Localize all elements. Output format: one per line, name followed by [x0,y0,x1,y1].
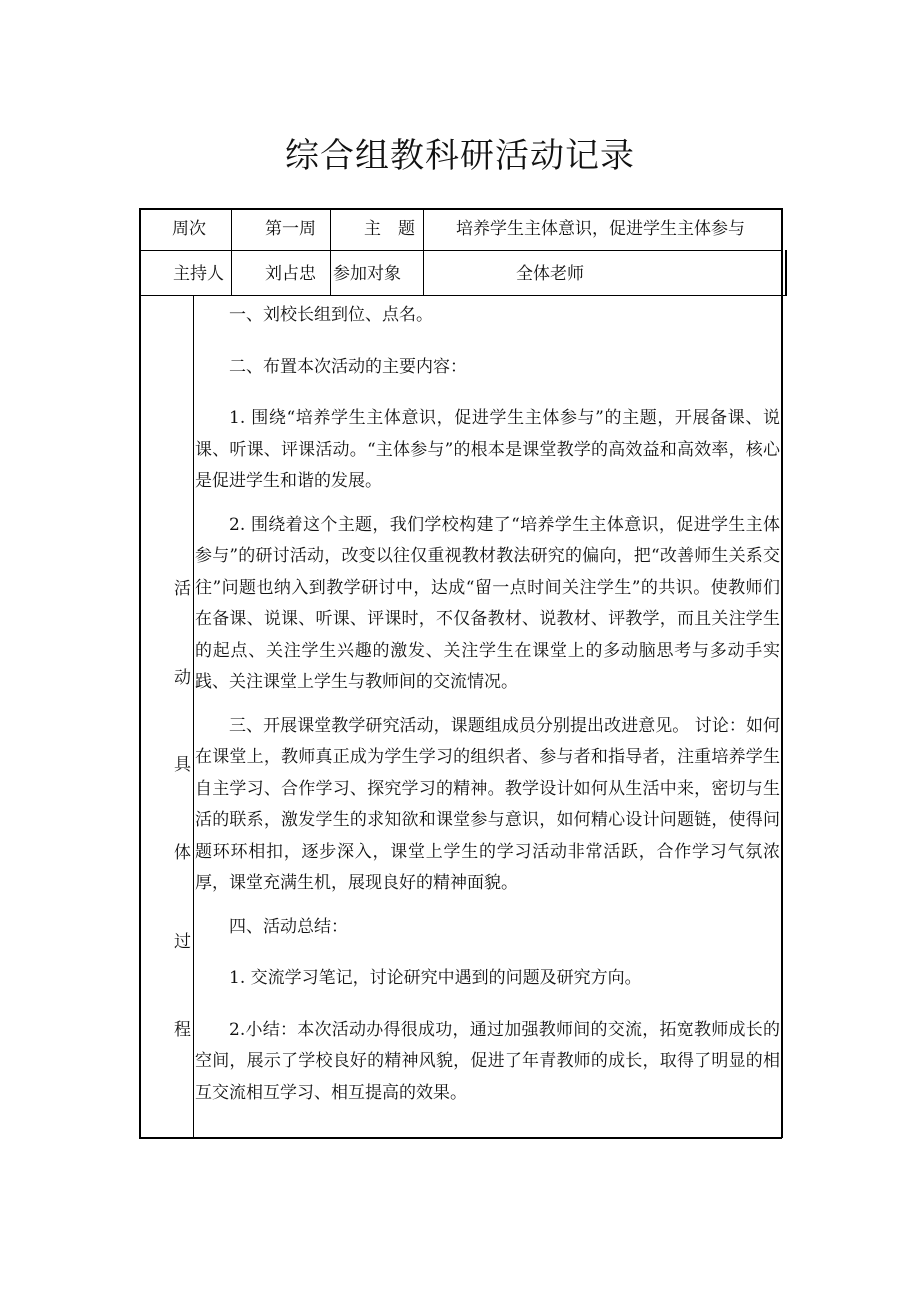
row2-right-extension [785,250,787,296]
table-border-bottom [139,1137,782,1139]
host-label: 主持人 [173,264,224,284]
activity-content [195,300,780,1121]
process-label-char: 动 [174,668,191,688]
paragraph-summary-2: 2.小结：本次活动办得很成功，通过加强教师间的交流，拓宽教师成长的空间，展示了学校良好的精神风貌，促进了年青教师的成长，取得了明显的相互交流相互学习、相互提高的效果。 [195,1019,780,1103]
table-border-top [139,208,782,210]
participants-label: 参加对象 [333,264,401,284]
paragraph-arrangement: 二、布置本次活动的主要内容： [229,356,467,377]
paragraph-item-2: 2. 围绕着这个主题，我们学校构建了“培养学生主体意识，促进学生主体参与”的研讨活动，改变以往仅重视教材教法研究的偏向，把“改善师生关系交往”问题也纳入到教学研讨中，达成“留一点时间关注学生”的共识。使教师们在备课、说课、听课、评课时，不仅备教材、说教材、评教学，而且关注学生的起点、关注学生兴趣的激发、关注学生在课堂上的多动脑思考与多动手实践、关注课堂上学生与教师间的交流情况。 [195,514,780,692]
paragraph-item-1: 1. 围绕“培养学生主体意识，促进学生主体参与”的主题，开展备课、说课、听课、评课活动。“主体参与”的根本是课堂教学的高效益和高效率，核心是促进学生和谐的发展。 [195,408,780,491]
header-col-divider-3 [423,208,424,296]
row-divider-1 [139,250,782,251]
host-value: 刘占忠 [265,264,316,284]
process-label-char: 过 [174,932,191,952]
page-title: 综合组教科研活动记录 [285,136,635,176]
topic-value: 培养学生主体意识，促进学生主体参与 [456,219,745,239]
header-col-divider-1 [231,208,232,296]
row-divider-2-right [139,295,786,296]
week-label: 周次 [172,219,206,239]
table-border-left [139,208,141,1138]
process-label-char: 程 [174,1020,191,1040]
topic-label: 主 题 [364,219,415,239]
header-col-divider-2 [330,208,331,296]
process-label-char: 活 [174,579,191,599]
paragraph-research: 三、开展课堂教学研究活动，课题组成员分别提出改进意见。 讨论：如何在课堂上，教师真正成为学生学习的组织者、参与者和指导者，注重培养学生自主学习、合作学习、探究学习的精神。教学设计如何从生活中来，密切与生活的联系，激发学生的求知欲和课堂参与意识，如何精心设计问题链，使得问题环环相扣，逐步深入，课堂上学生的学习活动非常活跃，合作学习气氛浓厚，课堂充满生机，展现良好的精神面貌。 [195,715,780,893]
paragraph-summary-heading: 四、活动总结： [229,916,348,937]
process-label-char: 具 [174,755,191,775]
paragraph-summary-1: 1. 交流学习笔记，讨论研究中遇到的问题及研究方向。 [229,968,642,988]
paragraph-roll-call: 一、刘校长组到位、点名。 [229,305,433,325]
process-col-divider [193,295,194,1138]
week-value: 第一周 [265,219,316,239]
participants-value: 全体老师 [516,264,584,284]
table-border-right [781,208,783,1138]
process-label-char: 体 [174,843,191,863]
